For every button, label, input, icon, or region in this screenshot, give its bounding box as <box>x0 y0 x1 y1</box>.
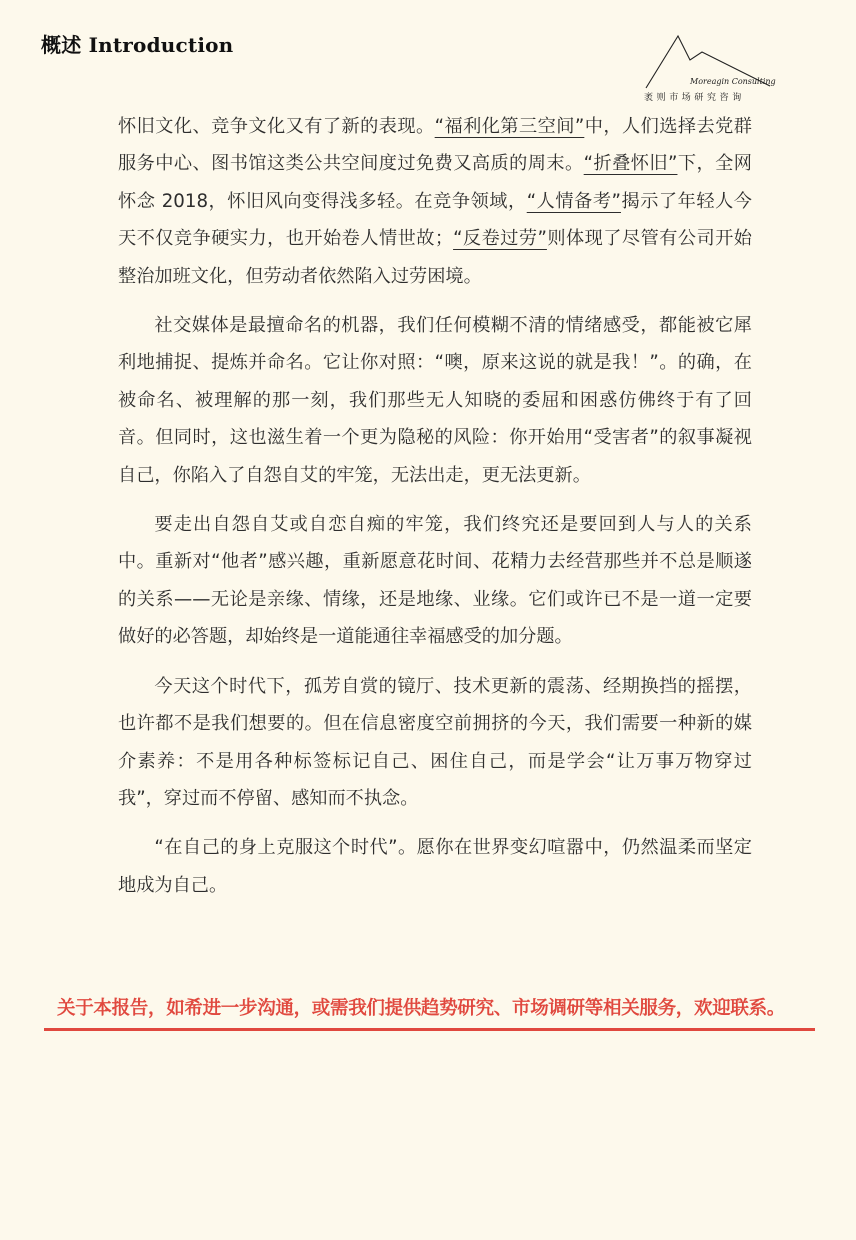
paragraph-1-text-5: 则体现了尽管有公司开始整治加班文化，但劳动者依然陷入过劳困境。 <box>118 228 752 287</box>
logo-script-text: Moreagin Consulting <box>690 77 776 86</box>
logo-chinese-name: 袤则市场研究咨询 <box>644 93 745 103</box>
keyword-anti-involution-overwork: “反卷过劳” <box>453 228 547 250</box>
paragraph-1-text-1: 怀旧文化、竞争文化又有了新的表现。 <box>118 116 435 137</box>
keyword-welfare-third-space: “福利化第三空间” <box>434 116 585 137</box>
paragraph-1 <box>118 108 752 295</box>
company-logo <box>640 32 776 104</box>
paragraph-4: 今天这个时代下，孤芳自赏的镜厅、技术更新的震荡、经期换挡的摇摆，也许都不是我们想要的。但在信息密度空前拥挤的今天，我们需要一种新的媒介素养：不是用各种标签标记自己、困住自己，而是学会“让万事万物穿过我”，穿过而不停留、感知而不执念。 <box>118 675 752 809</box>
page-title: 概述 Introduction <box>41 33 234 57</box>
paragraph-3: 要走出自怨自艾或自恋自痴的牢笼，我们终究还是要回到人与人的关系中。重新对“他者”感兴趣，重新愿意花时间、花精力去经营那些并不总是顺遂的关系——无论是亲缘、情缘，还是地缘、业缘。它们或许已不是一道一定要做好的必答题，却始终是一道能通往幸福感受的加分题。 <box>118 514 752 648</box>
keyword-relationship-exam-prep: “人情备考” <box>526 190 621 212</box>
paragraph-5: “在自己的身上克服这个时代”。愿你在世界变幻喧嚣中，仍然温柔而坚定地成为自己。 <box>118 837 752 896</box>
contact-text: 关于本报告，如希进一步沟通，或需我们提供趋势研究、市场调研等相关服务，欢迎联系。 <box>57 998 786 1019</box>
paragraph-1-text-4: 揭示了年轻人今天不仅竞争硬实力，也开始卷人情世故； <box>118 190 752 250</box>
keyword-folded-nostalgia: “折叠怀旧” <box>583 153 678 175</box>
article-body <box>118 108 752 916</box>
paragraph-1-text-3: 下，全网怀念 2018，怀旧风向变得浅多轻。在竞争领域， <box>118 153 752 212</box>
contact-banner <box>44 992 815 1031</box>
paragraph-1-text-2: 中，人们选择去党群服务中心、图书馆这类公共空间度过免费又高质的周末。 <box>118 116 752 175</box>
paragraph-2: 社交媒体是最擅命名的机器，我们任何模糊不清的情绪感受，都能被它犀利地捕捉、提炼并命名。它让你对照：“噢，原来这说的就是我！”。的确，在被命名、被理解的那一刻，我们那些无人知晓的委屈和困惑仿佛终于有了回音。但同时，这也滋生着一个更为隐秘的风险：你开始用“受害者”的叙事凝视自己，你陷入了自怨自艾的牢笼，无法出走，更无法更新。 <box>118 315 752 486</box>
